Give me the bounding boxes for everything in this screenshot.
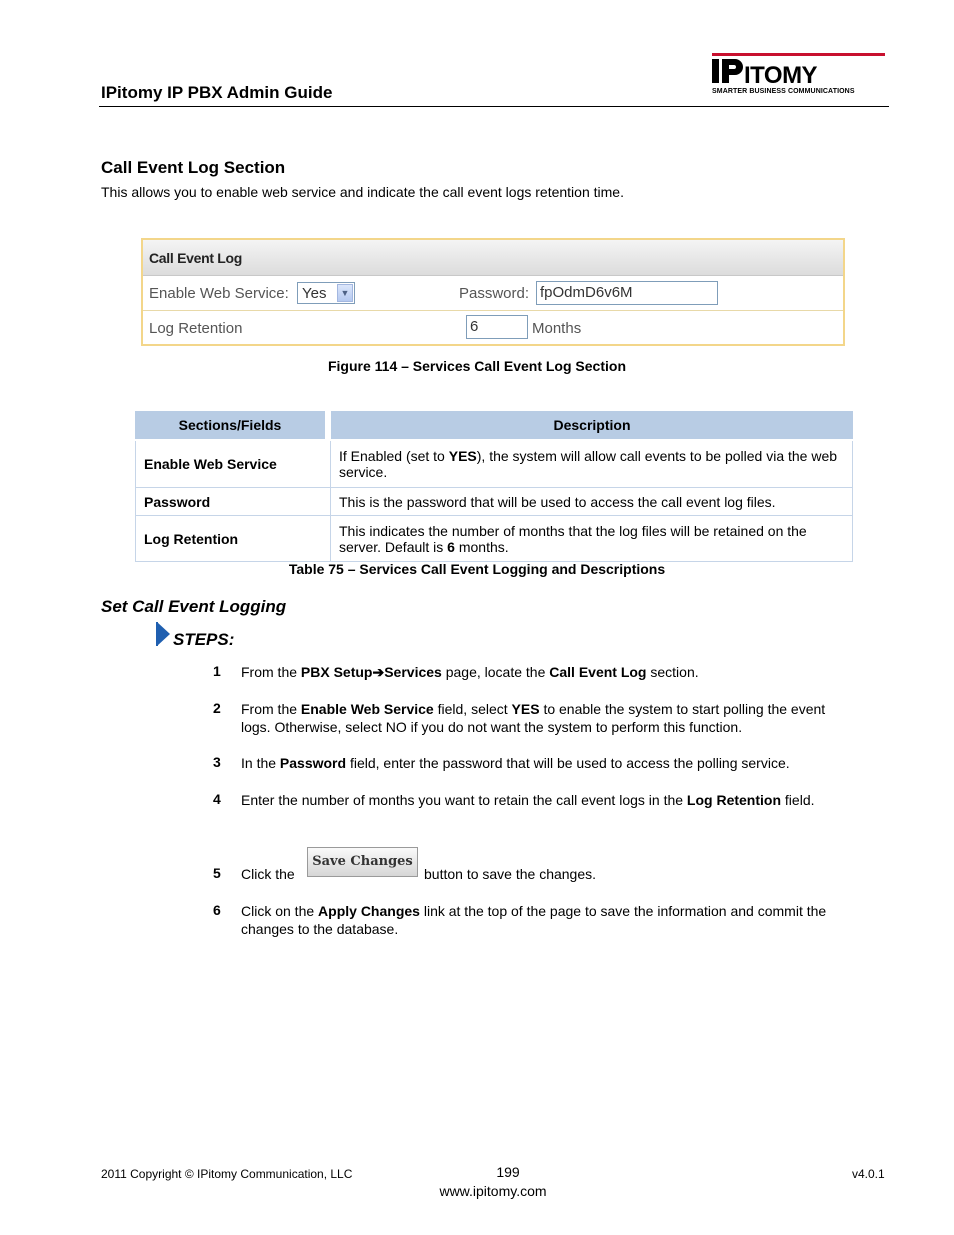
password-label: Password: xyxy=(459,285,530,302)
table-row xyxy=(135,488,853,516)
step-number: 5 xyxy=(213,865,221,881)
table-cell-field: Log Retention xyxy=(135,516,331,562)
panel-title: Call Event Log xyxy=(143,240,843,276)
step-number: 6 xyxy=(213,902,221,918)
figure-caption: Figure 114 – Services Call Event Log Section xyxy=(327,358,626,374)
step-number: 1 xyxy=(213,663,221,679)
table-cell-description: If Enabled (set to YES), the system will allow call events to be polled via the web service. xyxy=(331,441,853,488)
footer-version: v4.0.1 xyxy=(852,1167,885,1181)
svg-text:ITOMY: ITOMY xyxy=(744,62,818,89)
months-label: Months xyxy=(532,320,582,337)
table-header: Sections/Fields xyxy=(135,411,331,441)
document-title: IPitomy IP PBX Admin Guide xyxy=(101,83,333,102)
step-text: In the Password field, enter the password that will be used to access the polling service. xyxy=(241,755,790,771)
footer-url: www.ipitomy.com xyxy=(439,1183,547,1199)
chevron-down-icon[interactable]: ▼ xyxy=(337,284,353,302)
enable-web-service-select[interactable] xyxy=(297,282,355,304)
table-cell-field: Enable Web Service xyxy=(135,441,331,488)
section-title: Call Event Log Section xyxy=(101,158,286,177)
footer-copyright: 2011 Copyright © IPitomy Communication, LLC xyxy=(101,1167,353,1181)
step-text: Click on the Apply Changes link at the top of the page to save the information and commit the changes to the database. xyxy=(241,903,827,937)
step-number: 2 xyxy=(213,700,221,716)
header-divider xyxy=(99,106,889,107)
table-header-row xyxy=(135,411,853,441)
select-value: Yes xyxy=(302,285,327,302)
enable-web-service-row xyxy=(143,276,843,311)
procedure-title: Set Call Event Logging xyxy=(101,597,287,616)
table-row xyxy=(135,441,853,488)
step-text: Enter the number of months you want to retain the call event logs in the Log Retention field. xyxy=(241,792,815,808)
log-retention-label: Log Retention xyxy=(149,320,243,337)
triangle-right-icon xyxy=(157,622,170,646)
step-text: From the PBX Setup➔Services page, locate the Call Event Log section. xyxy=(241,664,699,680)
step-text: Click the xyxy=(241,866,295,882)
table-cell-description: This is the password that will be used to access the call event log files. xyxy=(331,488,853,516)
table-cell-description: This indicates the number of months that the log files will be retained on the server. Default is 6 months. xyxy=(331,516,853,562)
call-event-log-panel xyxy=(141,238,845,346)
log-retention-row xyxy=(143,311,843,346)
step-text: From the Enable Web Service field, select YES to enable the system to start polling the event logs. Otherwise, select NO if you do not want the system to perform this function. xyxy=(241,701,826,735)
page-number: 199 xyxy=(496,1164,520,1180)
step-text: button to save the changes. xyxy=(424,866,597,882)
table-header: Description xyxy=(331,411,853,441)
section-intro: This allows you to enable web service and indicate the call event logs retention time. xyxy=(101,184,624,200)
logo-tagline: SMARTER BUSINESS COMMUNICATIONS xyxy=(712,88,855,95)
password-input[interactable]: fpOdmD6v6M xyxy=(536,281,718,305)
save-changes-button[interactable]: Save Changes xyxy=(307,847,418,877)
arrow-right-icon: ➔ xyxy=(372,664,385,680)
table-row xyxy=(135,516,853,562)
log-retention-input[interactable]: 6 xyxy=(466,315,528,339)
step-number: 3 xyxy=(213,754,221,770)
table-cell-field: Password xyxy=(135,488,331,516)
table-caption: Table 75 – Services Call Event Logging and Descriptions xyxy=(288,561,666,577)
fields-table xyxy=(135,411,853,562)
step-number: 4 xyxy=(213,791,221,807)
steps-label: STEPS: xyxy=(173,630,235,649)
enable-web-service-label: Enable Web Service: xyxy=(149,285,289,302)
